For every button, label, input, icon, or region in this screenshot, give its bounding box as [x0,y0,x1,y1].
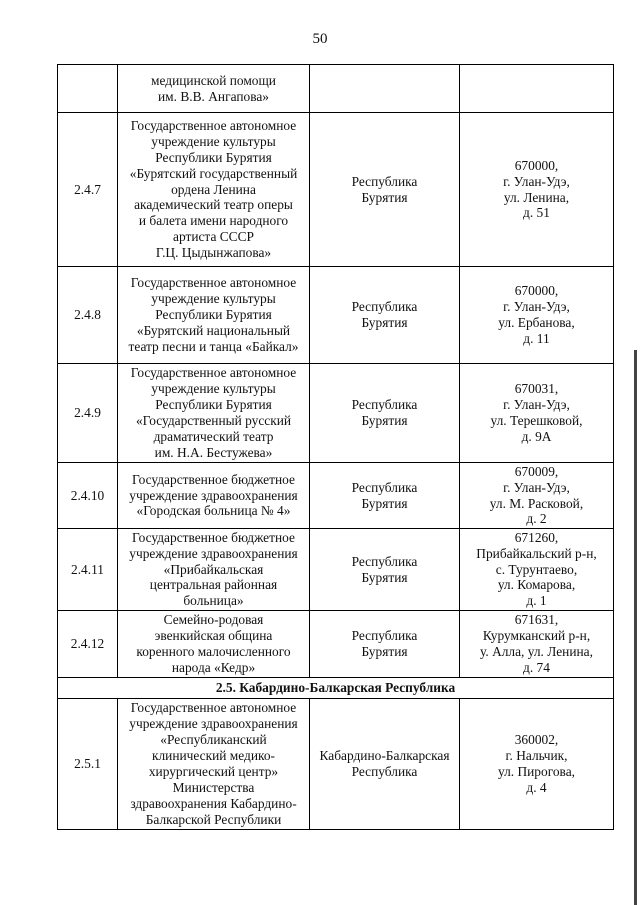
scan-edge-line [634,350,637,905]
address-cell: 670009, г. Улан-Удэ, ул. М. Расковой, д. 2 [460,463,614,529]
region-cell: Республика Бурятия [310,611,460,678]
row-number-cell: 2.4.10 [58,463,118,529]
address-cell: 671631, Курумканский р-н, у. Алла, ул. Ленина, д. 74 [460,611,614,678]
address-cell: 670000, г. Улан-Удэ, ул. Ленина, д. 51 [460,113,614,267]
address-cell: 670000, г. Улан-Удэ, ул. Ербанова, д. 11 [460,267,614,364]
table-row [58,529,614,611]
institution-name-cell: Государственное автономное учреждение культуры Республики Бурятия «Государственный русский драматический театр им. Н.А. Бестужева» [118,364,310,463]
table-row [58,611,614,678]
row-number-cell [58,65,118,113]
institution-name-cell: медицинской помощи им. В.В. Ангапова» [118,65,310,113]
table-row [58,113,614,267]
registry-table [57,64,614,830]
row-number-cell: 2.4.8 [58,267,118,364]
region-cell: Республика Бурятия [310,529,460,611]
institution-name-cell: Семейно-родовая эвенкийская община коренного малочисленного народа «Кедр» [118,611,310,678]
row-number-cell: 2.5.1 [58,699,118,830]
institution-name-cell: Государственное автономное учреждение культуры Республики Бурятия «Бурятский национальный театр песни и танца «Байкал» [118,267,310,364]
table-row [58,364,614,463]
table-row [58,463,614,529]
table-row [58,65,614,113]
institution-name-cell: Государственное автономное учреждение здравоохранения «Республиканский клинический медико- хирургический центр» Министерства здравоохранения Кабардино- Балкарской Республики [118,699,310,830]
institution-name-cell: Государственное бюджетное учреждение здравоохранения «Городская больница № 4» [118,463,310,529]
section-heading: 2.5. Кабардино-Балкарская Республика [58,678,614,699]
page-number: 50 [312,31,328,47]
row-number-cell: 2.4.7 [58,113,118,267]
institution-name-cell: Государственное бюджетное учреждение здравоохранения «Прибайкальская центральная районная больница» [118,529,310,611]
row-number-cell: 2.4.12 [58,611,118,678]
institution-name-cell: Государственное автономное учреждение культуры Республики Бурятия «Бурятский государственный ордена Ленина академический театр оперы и балета имени народного артиста СССР Г.Ц. Цыдынжапова» [118,113,310,267]
table-row [58,267,614,364]
address-cell [460,65,614,113]
address-cell: 670031, г. Улан-Удэ, ул. Терешковой, д. 9А [460,364,614,463]
row-number-cell: 2.4.11 [58,529,118,611]
address-cell: 360002, г. Нальчик, ул. Пирогова, д. 4 [460,699,614,830]
section-heading-row [58,678,614,699]
region-cell [310,65,460,113]
region-cell: Республика Бурятия [310,364,460,463]
address-cell: 671260, Прибайкальский р-н, с. Турунтаево, ул. Комарова, д. 1 [460,529,614,611]
region-cell: Республика Бурятия [310,267,460,364]
table-row [58,699,614,830]
region-cell: Республика Бурятия [310,113,460,267]
row-number-cell: 2.4.9 [58,364,118,463]
region-cell: Кабардино-Балкарская Республика [310,699,460,830]
region-cell: Республика Бурятия [310,463,460,529]
